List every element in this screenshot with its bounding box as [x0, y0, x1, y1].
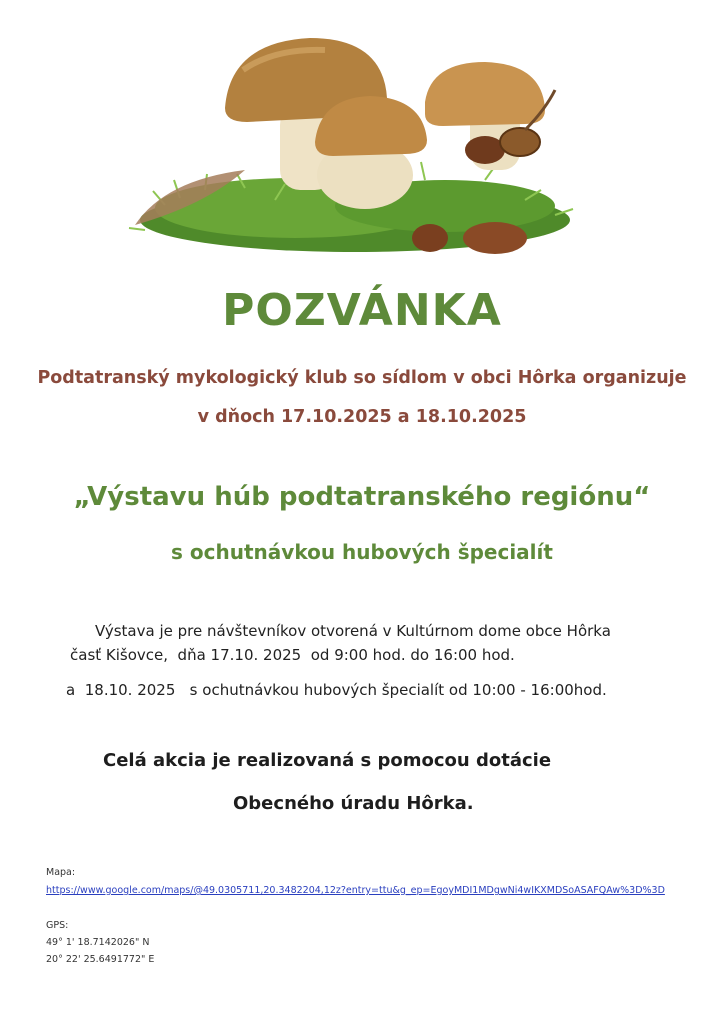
organizer-line: Podtatranský mykologický klub so sídlom v obci Hôrka organizuje — [37, 368, 687, 388]
exhibition-subtitle: s ochutnávkou hubových špecialít — [171, 540, 553, 564]
gps-label: GPS: — [46, 920, 69, 931]
exhibition-title: „Výstavu húb podtatranského regiónu“ — [73, 482, 651, 512]
support-line-2: Obecného úradu Hôrka. — [233, 793, 474, 814]
gps-east: 20° 22' 25.6491772" E — [46, 954, 155, 965]
details-line-1: Výstava je pre návštevníkov otvorená v Kultúrnom dome obce Hôrka — [95, 622, 611, 640]
dates-line: v dňoch 17.10.2025 a 18.10.2025 — [197, 407, 527, 427]
page-title: POZVÁNKA — [222, 285, 502, 336]
map-label: Mapa: — [46, 867, 76, 878]
support-line-1: Celá akcia je realizovaná s pomocou dotácie — [103, 750, 552, 771]
mushroom-illustration — [125, 30, 590, 262]
details-line-3: a 18.10. 2025 s ochutnávkou hubových špecialít od 10:00 - 16:00hod. — [66, 681, 607, 699]
gps-north: 49° 1' 18.7142026" N — [46, 937, 150, 948]
map-link[interactable]: https://www.google.com/maps/@49.0305711,20.3482204,12z?entry=ttu&g_ep=EgoyMDI1MDgwNi4wIKXMDSoASAFQAw%3D%3D — [46, 885, 665, 896]
details-line-2: časť Kišovce, dňa 17.10. 2025 od 9:00 hod. do 16:00 hod. — [70, 646, 515, 664]
